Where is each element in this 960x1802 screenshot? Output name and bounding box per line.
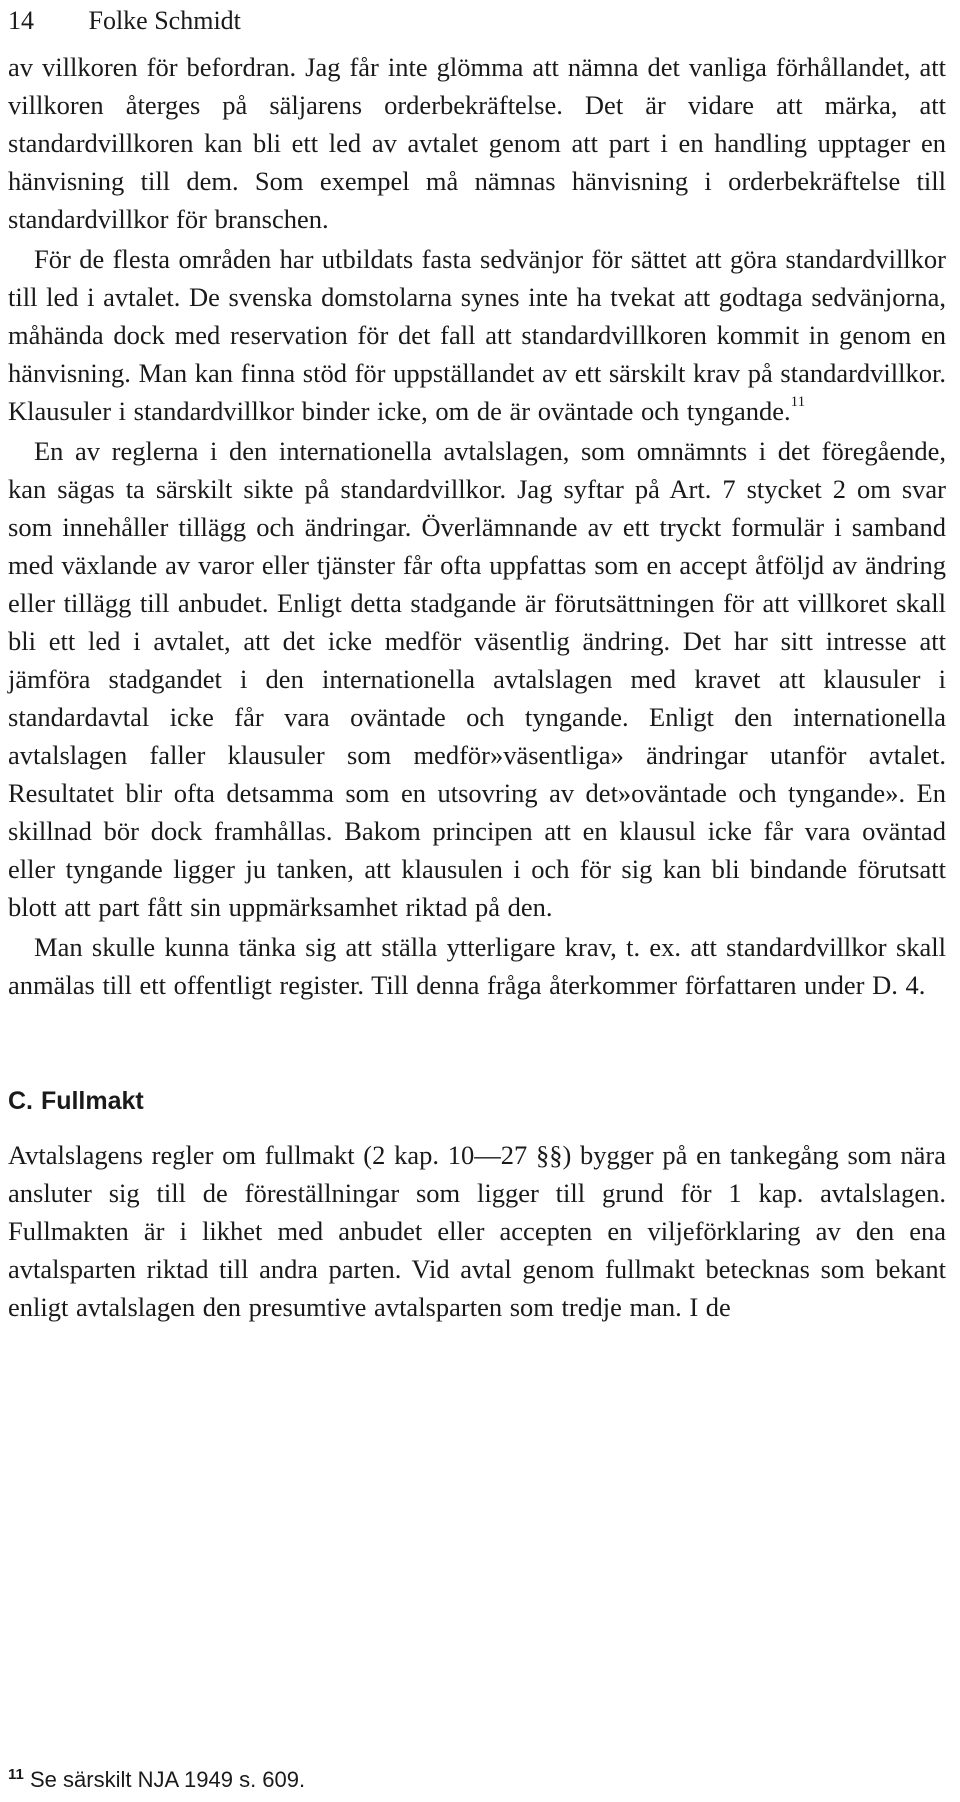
paragraph-3: En av reglerna i den internationella avtalslagen, som omnämnts i det föregående, kan sägas ta särskilt sikte på standardvillkor. Jag syftar på Art. 7 stycket 2 om svar som innehåller tillägg och ändringar. Överlämnande av ett tryckt formulär i samband med växlande av varor eller tjänster får ofta uppfattas som en accept åtföljd av ändring eller tillägg till anbudet. Enligt detta stadgande är förutsättningen för att villkoret skall bli ett led i avtalet, att det icke medför väsentlig ändring. Det har sitt intresse att jämföra stadgandet i den internationella avtalslagen med kravet att klausuler i standardavtal icke får vara oväntade och tyngande. Enligt den internationella avtalslagen faller klausuler som medför»väsentliga» ändringar utanför avtalet. Resultatet blir ofta detsamma som en utsovring av det»oväntade och tyngande». En skillnad bör dock framhållas. Bakom principen att en klausul icke får vara oväntad eller tyngande ligger ju tanken, att klausulen i och för sig kan bli bindande förutsatt blott att part fått sin uppmärksamhet riktad på den. [8,436,946,922]
paragraph-2 [8,240,946,430]
paragraph-1: av villkoren för befordran. Jag får inte glömma att nämna det vanliga förhållandet, att villkoren återges på säljarens orderbekräftelse. Det är vidare att märka, att standardvillkoren kan bli ett led av avtalet genom att part i en handling upptager en hänvisning till dem. Som exempel må nämnas hänvisning i orderbekräftelse till standardvillkor för branschen. [8,52,946,234]
footnote-reference: 11 [790,394,806,410]
footnote [8,1762,305,1798]
footnote-text: Se särskilt NJA 1949 s. 609. [29,1767,306,1792]
paragraph-4: Man skulle kunna tänka sig att ställa ytterligare krav, t. ex. att standardvillkor skall anmälas till ett offentligt register. Till denna fråga återkommer författaren under D. 4. [8,932,946,1000]
document-page [8,0,946,1326]
paragraph-2-text: För de flesta områden har utbildats fasta sedvänjor för sättet att göra standardvillkor till led i avtalet. De svenska domstolarna synes inte ha tvekat att godtaga sedvänjorna, måhända dock med reservation för det fall att standardvillkoren kommit in genom en hänvisning. Man kan finna stöd för uppställandet av ett särskilt krav på standardvillkor. Klausuler i standardvillkor binder icke, om de är oväntade och tyngande. [8,244,946,426]
section-paragraph: Avtalslagens regler om fullmakt (2 kap. 10—27 §§) bygger på en tankegång som nära ansluter sig till de föreställningar som ligger till grund för 1 kap. avtalslagen. Fullmakten är i likhet med anbudet eller accepten en viljeförklaring av den ena avtalsparten riktad till andra parten. Vid avtal genom fullmakt betecknas som bekant enligt avtalslagen den presumtive avtalsparten som tredje man. I de [8,1140,946,1322]
page-number: 14 [8,6,34,35]
body-text [8,48,946,1326]
page-header [8,2,946,40]
section-heading: C. Fullmakt [8,1087,144,1115]
running-author: Folke Schmidt [88,6,241,35]
footnote-marker: 11 [8,1766,24,1783]
